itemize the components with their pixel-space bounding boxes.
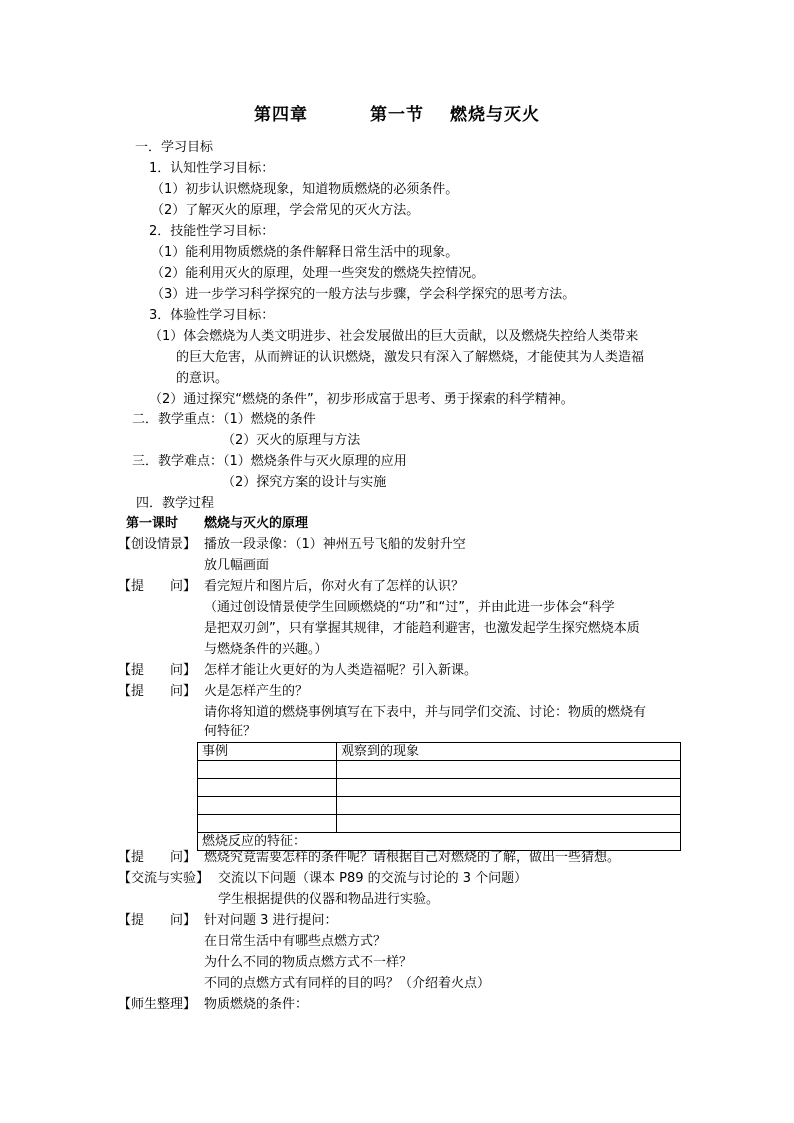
experience-item-1-line-2: 的巨大危害，从而辨证的认识燃烧，激发只有深入了解燃烧，才能使其为人类造福 — [176, 350, 645, 365]
page-title — [0, 103, 794, 127]
table-row — [198, 815, 681, 833]
question-4-label: 【提 问】 — [118, 850, 197, 865]
experience-heading: 3．体验性学习目标： — [149, 308, 275, 323]
table-cell[interactable] — [198, 779, 337, 797]
key-points-line-1: 二．教学重点：（1）燃烧的条件 — [132, 412, 316, 427]
table-cell[interactable] — [198, 761, 337, 779]
lesson-title: 第一课时 燃烧与灭火的原理 — [126, 516, 309, 531]
experience-item-2: （2）通过探究“燃烧的条件”，初步形成富于思考、勇于探索的科学精神。 — [149, 392, 574, 407]
question-3-label: 【提 问】 — [118, 684, 197, 699]
exchange-label: 【交流与实验】 — [118, 871, 210, 886]
question-1-text: 看完短片和图片后，你对火有了怎样的认识？ — [204, 579, 465, 594]
table-cell[interactable] — [198, 797, 337, 815]
table-row — [198, 797, 681, 815]
experience-item-1-line-3: 的意识。 — [176, 371, 229, 386]
question-1-note-1: （通过创设情景使学生回顾燃烧的“功”和“过”，并由此进一步体会“科学 — [204, 600, 615, 615]
table-cell[interactable] — [337, 797, 681, 815]
difficulties-line-1: 三．教学难点：（1）燃烧条件与灭火原理的应用 — [132, 454, 407, 469]
table-header-row — [198, 743, 681, 761]
title-chapter: 第四章 — [254, 105, 308, 125]
table-row — [198, 761, 681, 779]
table-header-example: 事例 — [198, 743, 337, 761]
question-3-text: 火是怎样产生的？ — [204, 684, 309, 699]
title-section: 第一节 — [370, 105, 424, 125]
table-cell[interactable] — [337, 815, 681, 833]
difficulties-line-2: （2）探究方案的设计与实施 — [222, 475, 387, 490]
observation-table — [197, 742, 681, 851]
question-5-sub-2: 为什么不同的物质点燃方式不一样？ — [204, 955, 413, 970]
table-footer: 燃烧反应的特征： — [198, 833, 681, 851]
table-cell[interactable] — [337, 779, 681, 797]
question-3-note-1: 请你将知道的燃烧事例填写在下表中，并与同学们交流、讨论：物质的燃烧有 — [204, 705, 647, 720]
question-2-label: 【提 问】 — [118, 663, 197, 678]
title-topic: 燃烧与灭火 — [450, 105, 540, 125]
question-5-sub-1: 在日常生活中有哪些点燃方式？ — [204, 934, 387, 949]
objectives-heading: 一．学习目标 — [135, 140, 214, 155]
question-1-note-2: 是把双刃剑”，只有掌握其规律，才能趋利避害，也激发起学生探究燃烧本质 — [204, 621, 640, 636]
skill-item-3: （3）进一步学习科学探究的一般方法与步骤，学会科学探究的思考方法。 — [151, 287, 576, 302]
knowledge-item-1: （1）初步认识燃烧现象，知道物质燃烧的必须条件。 — [151, 182, 459, 197]
question-5-sub-3: 不同的点燃方式有同样的目的吗？（介绍着火点） — [204, 976, 491, 991]
skill-heading: 2．技能性学习目标： — [149, 224, 275, 239]
exchange-note: 学生根据提供的仪器和物品进行实验。 — [218, 892, 440, 907]
scene-text: 播放一段录像：（1）神州五号飞船的发射升空 — [204, 537, 466, 552]
table-row — [198, 779, 681, 797]
question-4-text: 燃烧究竟需要怎样的条件呢？请根据自己对燃烧的了解，做出一些猜想。 — [204, 850, 621, 865]
knowledge-item-2: （2）了解灭火的原理，学会常见的灭火方法。 — [151, 203, 420, 218]
exchange-text: 交流以下问题（课本 P89 的交流与讨论的 3 个问题） — [218, 871, 528, 886]
summary-text: 物质燃烧的条件： — [204, 997, 309, 1012]
question-1-label: 【提 问】 — [118, 579, 197, 594]
summary-label: 【师生整理】 — [118, 997, 197, 1012]
key-points-line-2: （2）灭火的原理与方法 — [222, 433, 361, 448]
process-heading: 四．教学过程 — [136, 496, 215, 511]
question-3-note-2: 何特征？ — [204, 724, 257, 739]
question-2-text: 怎样才能让火更好的为人类造福呢？引入新课。 — [204, 663, 478, 678]
question-5-text: 针对问题 3 进行提问： — [204, 913, 338, 928]
skill-item-1: （1）能利用物质燃烧的条件解释日常生活中的现象。 — [151, 245, 459, 260]
table-header-phenomenon: 观察到的现象 — [337, 743, 681, 761]
skill-item-2: （2）能利用灭火的原理，处理一些突发的燃烧失控情况。 — [151, 266, 485, 281]
table-cell[interactable] — [198, 815, 337, 833]
scene-label: 【创设情景】 — [118, 537, 197, 552]
question-5-label: 【提 问】 — [118, 913, 197, 928]
question-1-note-3: 与燃烧条件的兴趣。） — [204, 642, 328, 657]
experience-item-1-line-1: （1）体会燃烧为人类文明进步、社会发展做出的巨大贡献，以及燃烧失控给人类带来 — [149, 329, 639, 344]
scene-text-2: 放几幅画面 — [204, 558, 270, 573]
knowledge-heading: 1．认知性学习目标： — [149, 161, 275, 176]
table-cell[interactable] — [337, 761, 681, 779]
